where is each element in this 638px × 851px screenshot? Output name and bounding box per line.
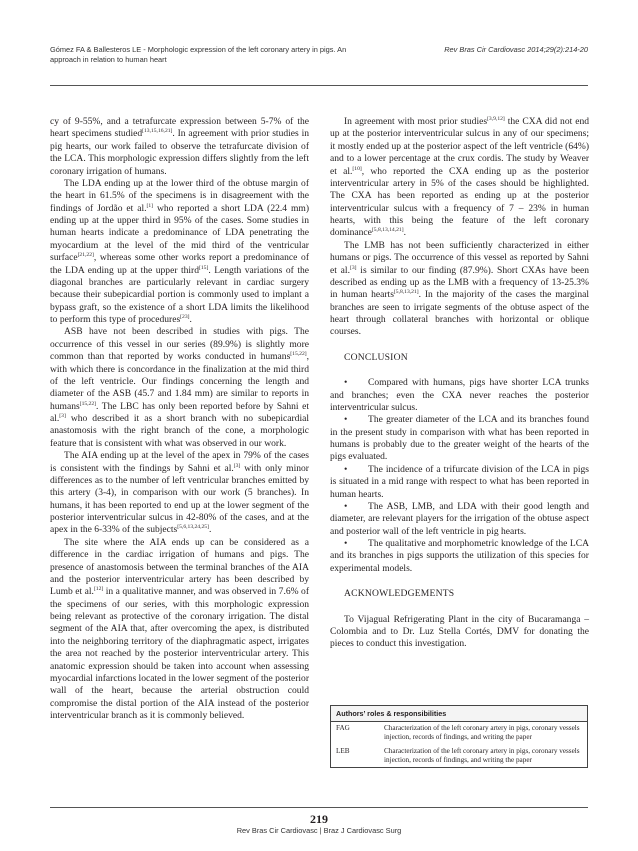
paragraph xyxy=(330,116,589,240)
citation-ref: [3] xyxy=(233,462,241,469)
citation-ref: [5,6,13,24,25] xyxy=(177,524,209,531)
text-run: , with which there is concordance in the finalization at the mid third of the left ventricle. Our findings concerning the length and diameter of the ASB (45.7 and 1.84 mm) are similar to reports in humans xyxy=(50,351,309,412)
citation-ref: [15] xyxy=(199,264,209,271)
citation-ref: [1] xyxy=(146,202,154,209)
text-run: . xyxy=(208,524,212,536)
text-run: ASB have not been described in studies with pigs. The occurrence of this vessel in our series (89.9%) is slightly more common than that reported by works conducted in humans xyxy=(50,326,309,363)
bullet-icon: • xyxy=(344,414,348,426)
acknowledgements-heading: ACKNOWLEDGEMENTS xyxy=(344,588,455,600)
bullet-icon: • xyxy=(344,538,348,549)
text-run: who reported a short LDA (22.4 mm) ending up at the upper third in 95% of the cases. Some studies in human hearts indicate a predominance of LDA penetrating the myocardium at the level of the mid third of the ventricular surface xyxy=(50,202,310,264)
paragraph xyxy=(50,537,309,723)
role-description: Characterization of the left coronary artery in pigs, coronary vessels injection, records of findings, and writing the paper xyxy=(384,746,580,764)
conclusion-list xyxy=(330,377,589,575)
text-run: the CXA did not end up at the posterior interventricular sulcus in any of our specimens; it mostly ended up at the posterior aspect of the left ventricle (64%) and to a lower percentage at the crux cordis. The study by Weaver et al. xyxy=(330,116,589,177)
citation-ref: [5,8,13,14,21] xyxy=(371,227,404,234)
citation-ref: [3,9,12] xyxy=(487,116,505,122)
role-description: Characterization of the left coronary artery in pigs, coronary vessels injection, records of findings, and writing the paper xyxy=(384,724,580,742)
authors-roles-box xyxy=(330,705,588,768)
text-run: In agreement with most prior studies xyxy=(344,116,488,127)
citation-ref: [5,8,13,21] xyxy=(393,289,419,296)
list-item: • The ASB, LMB, and LDA with their good length and diameter, are relevant players for the irrigation of the obtuse aspect and posterior wall of the left ventricle in pig hearts. xyxy=(330,500,589,537)
role-author-abbr: LEB xyxy=(336,746,350,755)
citation-ref: [3] xyxy=(59,413,66,419)
text-run: The LMB has not been sufficiently characterized in either humans or pigs. The occurrence of this vessel as reported by Sahni et al. xyxy=(330,239,589,276)
running-header-citation: Rev Bras Cir Cardiovasc 2014;29(2):214-20 xyxy=(444,45,588,54)
citation-ref: [23] xyxy=(180,314,190,320)
citation-ref: [15,22] xyxy=(290,351,307,358)
paragraph xyxy=(50,178,309,327)
text-run: who described it as a short branch with no subepicardial anastomosis with the right branch of the cone, a morphologic feature that is consistent with what was observed in our work. xyxy=(50,413,309,449)
role-author-abbr: FAG xyxy=(336,724,350,733)
text-run: The AIA ending up at the level of the apex in 79% of the cases is consistent with the findings by Sahni et al. xyxy=(50,450,309,474)
bullet-icon: • xyxy=(344,377,348,389)
text-run: The LDA ending up at the lower third of the obtuse margin of the heart in 61.5% of the specimens is in disagreement with the findings of Jordão et al. xyxy=(50,177,309,214)
page-number: 219 xyxy=(310,812,328,826)
conclusion-heading: CONCLUSION xyxy=(344,351,408,363)
paragraph xyxy=(50,450,309,537)
citation-ref: [15,22] xyxy=(79,400,97,407)
list-item: • The incidence of a trifurcate division of the LCA in pigs is situated in a mid range with respect to what has been reported in human hearts. xyxy=(330,463,589,500)
text-run: . In agreement with prior studies in pig hearts, our work failed to observe the tetrafurcate division of the LCA. This morphologic expression differs slightly from the left coronary irrigation of humans. xyxy=(50,128,310,177)
header-rule xyxy=(50,85,588,86)
citation-ref: [13,15,16,21] xyxy=(142,128,173,135)
text-run: cy of 9-55%, and a tetrafurcate expression between 5-7% of the heart specimens studied xyxy=(50,116,309,140)
citation-ref: [21,22] xyxy=(77,252,94,259)
text-run: . In the majority of the cases the marginal branches are seen to irrigate segments of the obtuse aspect of the heart through collateral branches with horizontal or oblique courses. xyxy=(330,289,589,338)
roles-box-title: Authors’ roles & responsibilities xyxy=(331,706,587,722)
text-run: in a qualitative manner, and was observed in 7.6% of the specimens of our series, with this morphologic expression being relevant as protective of the coronary irrigation. The distal segment of the AIA that, after overcoming the apex, is distributed into the neighboring territory of the diaphragmatic aspect, irrigates the area not reached by the posterior interventricular artery. This anatomic expression should be taken into account when assessing myocardial infarctions located in the lower segment of the posterior wall of the heart, because the arterial obstruction could compromise the distal portion of the AIA instead of the posterior interventricular branch as it is commonly believed. xyxy=(50,586,310,721)
bullet-icon: • xyxy=(344,500,348,512)
list-item: • The greater diameter of the LCA and its branches found in the present study in comparison with what has been reported in humans is probably due to the greater weight of the hearts of the pigs evaluated. xyxy=(330,414,589,463)
running-header-authors: Gómez FA & Ballesteros LE - Morphologic expression of the left coronary artery in pigs. An approach in relation to human heart xyxy=(50,45,347,64)
text-run: , whereas some other works report a predominance of the LDA ending up at the upper third xyxy=(50,252,309,276)
citation-ref: [3] xyxy=(349,264,357,271)
footer-rule xyxy=(50,807,588,808)
text-run: is similar to our finding (87.9%). Short CXAs have been described as ending up as the LMB with a frequency of 13-25.3% in human hearts xyxy=(330,264,589,301)
journal-footer: Rev Bras Cir Cardiovasc | Braz J Cardiovasc Surg xyxy=(236,826,402,835)
text-run: . Length variations of the diagonal branches are particularly relevant in cardiac surgery because their subepicardial portion is commonly used to implant a bypass graft, so the existence of a short LDA limits the likelihood to perform this type of procedures xyxy=(50,264,309,325)
acknowledgements-text: To Vijagual Refrigerating Plant in the city of Bucaramanga – Colombia and to Dr. Luz Stella Cortés, DMV for donating the pieces to conduct this investigation. xyxy=(330,613,589,650)
role-row xyxy=(331,722,587,744)
text-run: . xyxy=(189,314,192,325)
paragraph xyxy=(50,116,309,178)
paragraph xyxy=(330,240,589,339)
left-column xyxy=(50,116,309,722)
list-item: • Compared with humans, pigs have shorter LCA trunks and branches; even the CXA never reaches the posterior interventricular sulcus. xyxy=(330,377,589,413)
text-run: . xyxy=(403,227,406,239)
list-item: • The qualitative and morphometric knowledge of the LCA and its branches in pigs supports the utilization of this species for experimental models. xyxy=(330,538,589,574)
paragraph xyxy=(50,326,309,450)
bullet-icon: • xyxy=(344,463,348,475)
text-run: . The LBC has only been reported before by Sahni et al. xyxy=(50,400,309,424)
citation-ref: [12] xyxy=(93,586,104,593)
text-run: The site where the AIA ends up can be considered as a difference in the cardiac irrigation of humans and pigs. The presence of anastomosis between the terminal branches of the AIA and the posterior interventricular artery has been described by Lumb et al. xyxy=(50,536,309,598)
right-column xyxy=(330,116,589,651)
text-run: with only minor differences as to the number of left ventricular branches emitted by this artery (3-4), in comparison with our work (5 branches). In humans, it has been reported to end up at the lower segment of the posterior interventricular sulcus in 42-80% of the cases, and at the apex in the 6-33% of the subjects xyxy=(50,462,309,536)
citation-ref: [10] xyxy=(352,165,362,172)
text-run: , who reported the CXA ending up as the posterior interventricular artery in 5% of the cases should be highlighted. The CXA has been reported as ending up at the posterior interventricular sulcus with a frequency of 7 – 23% in human hearts, with this being the feature of the left coronary dominance xyxy=(330,165,589,239)
role-row xyxy=(331,745,587,767)
